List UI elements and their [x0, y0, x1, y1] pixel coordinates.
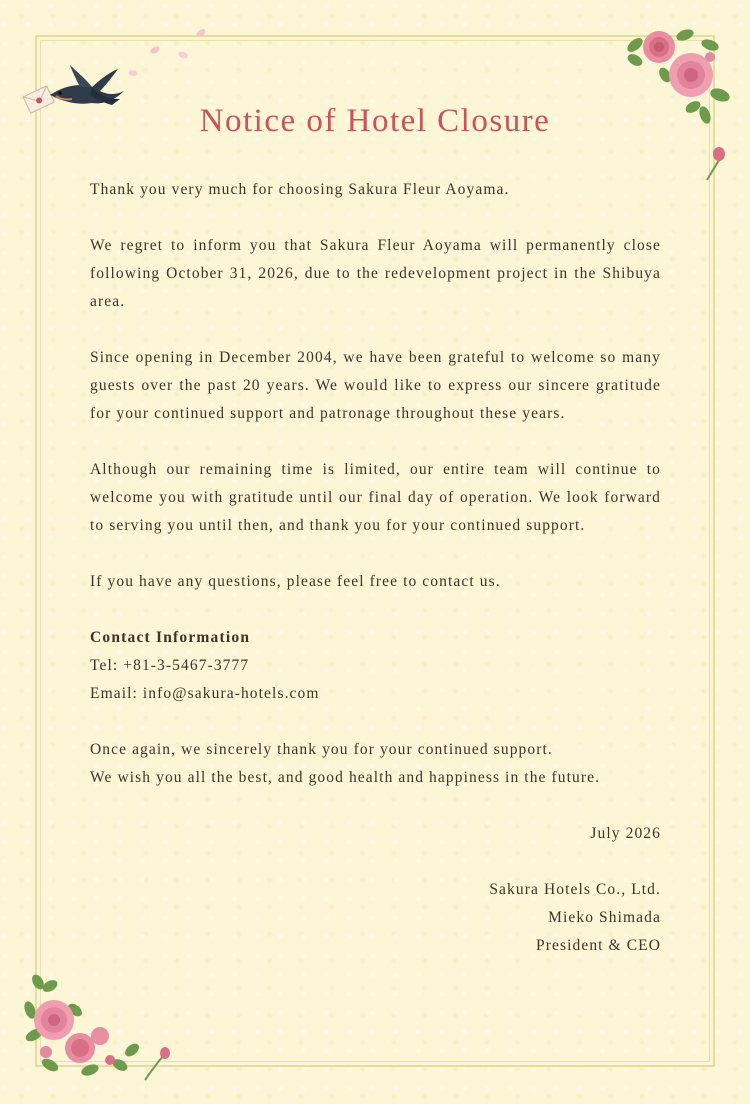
page-title: Notice of Hotel Closure [199, 103, 551, 139]
contact-email: Email: info@sakura-hotels.com [90, 685, 320, 702]
closing-line-1: Once again, we sincerely thank you for your continued support. [90, 741, 553, 758]
petal-icon [195, 27, 207, 38]
petal-icon [149, 45, 161, 55]
signature-company: Sakura Hotels Co., Ltd. [489, 881, 661, 898]
signature-position: President & CEO [536, 937, 661, 954]
letter-date: July 2026 [590, 825, 661, 842]
paragraph-questions: If you have any questions, please feel free to contact us. [90, 573, 501, 590]
signature-name: Mieko Shimada [548, 909, 661, 926]
contact-tel: Tel: +81-3-5467-3777 [90, 657, 250, 674]
petal-icon [177, 50, 188, 59]
petal-icon [128, 69, 138, 76]
roses-top-right-icon [615, 15, 740, 185]
closing-line-2: We wish you all the best, and good health and happiness in the future. [90, 769, 601, 786]
signature-block [90, 876, 661, 960]
contact-heading: Contact Information [90, 629, 251, 646]
paragraph-closure-announcement: We regret to inform you that Sakura Fleur Aoyama will permanently close following October 31, 2026, due to the redevelopment project in the Shibuya area. [90, 237, 661, 310]
closing-section [90, 736, 661, 792]
paragraph-remaining-operation: Although our remaining time is limited, our entire team will continue to welcome you with gratitude until our final day of operation. We look forward to serving you until then, and thank you for your continued support. [90, 461, 661, 534]
letter-body [90, 176, 661, 988]
greeting-text: Thank you very much for choosing Sakura Fleur Aoyama. [90, 181, 510, 198]
paragraph-history-gratitude: Since opening in December 2004, we have been grateful to welcome so many guests over the past 20 years. We would like to express our sincere gratitude for your continued support and patronage throughout these years. [90, 349, 661, 422]
contact-section [90, 624, 661, 708]
